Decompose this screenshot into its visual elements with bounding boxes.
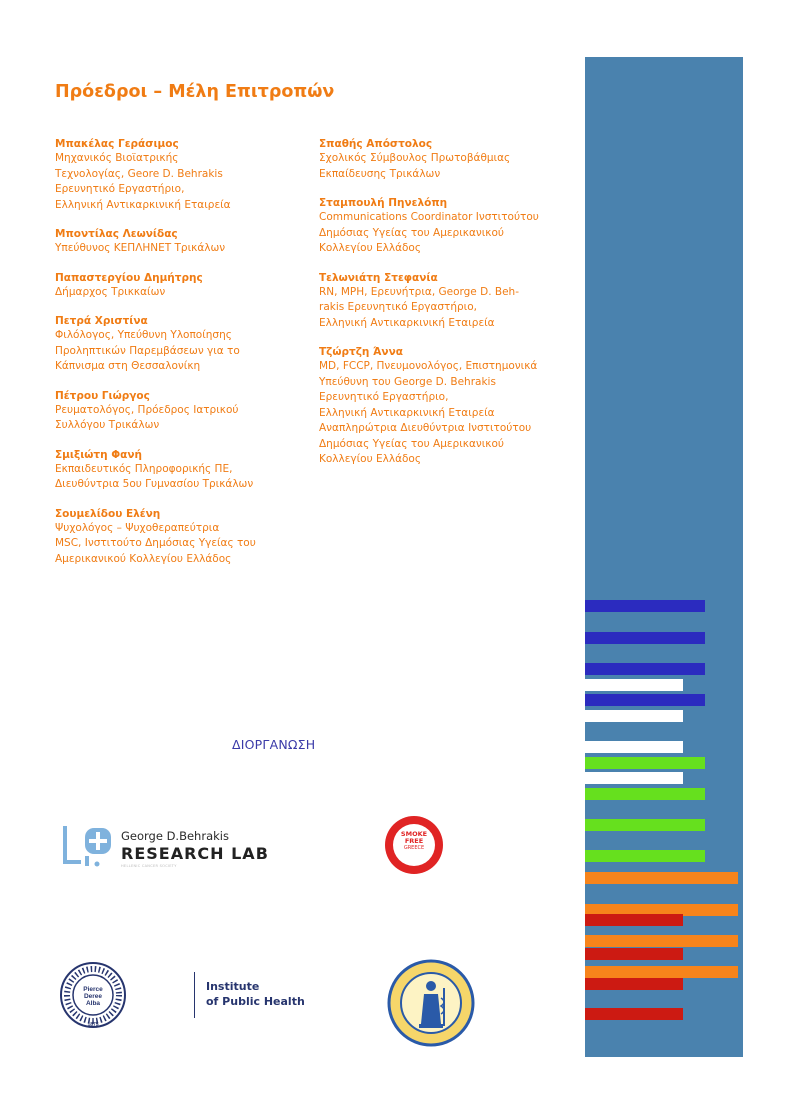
svg-text:Alba: Alba [85, 1000, 101, 1007]
stripe-green [585, 788, 705, 800]
stripe-white [585, 741, 683, 753]
stripe-green [585, 757, 705, 769]
stripe-orange [585, 966, 738, 978]
member-role: Τεχνολογίας, Geore D. Behrakis [55, 167, 223, 180]
member-role: Ρευματολόγος, Πρόεδρος Ιατρικού [55, 403, 239, 416]
member-entry [55, 314, 305, 375]
member-name: Τζώρτζη Άννα [319, 346, 403, 358]
svg-text:Pierce: Pierce [83, 986, 103, 993]
research-lab-name: George D.Behrakis [121, 829, 229, 843]
member-name: Τελωνιάτη Στεφανία [319, 271, 438, 284]
stripe-green [585, 850, 705, 862]
member-role: Κολλεγίου Ελλάδος [319, 453, 422, 465]
member-name: Πέτρου Γιώργος [55, 389, 150, 402]
member-role: Εκπαιδευτικός Πληροφορικής ΠΕ, [55, 462, 233, 475]
stripe-blue [585, 600, 705, 612]
member-entry [55, 227, 305, 257]
stripe-blue [585, 694, 705, 706]
stripe-red [585, 948, 683, 960]
member-role: Εκπαίδευσης Τρικάλων [319, 167, 441, 180]
member-role: Αμερικανικού Κολλεγίου Ελλάδος [55, 552, 232, 565]
stripe-red [585, 978, 683, 990]
member-name: Μποντίλας Λεωνίδας [55, 228, 178, 240]
member-role: rakis Ερευνητικό Εργαστήριο, [319, 301, 477, 313]
page-title: Πρόεδροι – Μέλη Επιτροπών [55, 82, 335, 102]
member-name: Πετρά Χριστίνα [55, 315, 148, 327]
member-role: Ελληνική Αντικαρκινική Εταιρεία [55, 198, 231, 211]
member-role: Προληπτικών Παρεμβάσεων για το [55, 344, 240, 357]
smoke-free-country: GREECE [403, 845, 425, 851]
smoke-free-word: FREE [404, 837, 424, 845]
member-role: Φιλόλογος, Υπεύθυνη Υλοποίησης [55, 329, 232, 341]
stripe-orange [585, 872, 738, 884]
research-lab-subtitle: HELLENIC CANCER SOCIETY [121, 864, 177, 868]
member-entry [319, 271, 569, 332]
institute-name: Institute [206, 980, 260, 993]
member-entry [55, 389, 305, 434]
stripe-red [585, 914, 683, 926]
logo-divider [194, 972, 195, 1018]
municipality-of-trikala-seal [386, 958, 476, 1048]
research-lab-logo [63, 822, 269, 872]
member-role: Συλλόγου Τρικάλων [55, 419, 160, 431]
svg-text:Deree: Deree [83, 993, 103, 1000]
member-role: Διευθύντρια 5ου Γυμνασίου Τρικάλων [55, 478, 254, 490]
member-role: Δημόσιας Υγείας του Αμερικανικού [319, 437, 504, 450]
svg-text:1875: 1875 [87, 1022, 99, 1028]
member-role: Ελληνική Αντικαρκινική Εταιρεία [319, 406, 495, 419]
member-role: Υπεύθυνη του George D. Behrakis [319, 375, 496, 388]
member-entry [55, 507, 305, 568]
member-role: Ερευνητικό Εργαστήριο, [55, 183, 185, 195]
member-name: Παπαστεργίου Δημήτρης [55, 271, 203, 284]
stripe-white [585, 679, 683, 691]
member-name: Σουμελίδου Ελένη [55, 507, 161, 520]
member-role: MSC, Ινστιτούτο Δημόσιας Υγείας του [55, 537, 256, 549]
member-entry [319, 196, 569, 257]
institute-subname: of Public Health [206, 995, 305, 1008]
organizer-heading: ΔΙΟΡΓΑΝΩΣΗ [232, 737, 316, 752]
stripe-blue [585, 632, 705, 644]
member-entry [319, 345, 569, 468]
smoke-free-greece-logo [385, 816, 443, 874]
member-role: Μηχανικός Βιοϊατρικής [55, 152, 179, 164]
member-role: Αναπληρώτρια Διευθύντρια Ινστιτούτου [319, 422, 532, 434]
members-left-column [55, 137, 305, 581]
member-name: Μπακέλας Γεράσιμος [55, 138, 179, 150]
stripe-blue [585, 663, 705, 675]
stripe-red [585, 1008, 683, 1020]
member-entry [319, 137, 569, 182]
research-lab-title: RESEARCH LAB [121, 844, 269, 863]
member-role: Ερευνητικό Εργαστήριο, [319, 391, 449, 403]
member-name: Σμιξιώτη Φανή [55, 448, 143, 461]
member-role: Κάπνισμα στη Θεσσαλονίκη [55, 360, 201, 372]
member-role: Ψυχολόγος – Ψυχοθεραπεύτρια [55, 521, 220, 534]
stripe-green [585, 819, 705, 831]
smoke-free-inner [393, 824, 435, 866]
research-lab-icon [63, 822, 115, 868]
member-role: Κολλεγίου Ελλάδος [319, 242, 422, 254]
american-college-seal-icon [58, 960, 128, 1030]
member-name: Σπαθής Απόστολος [319, 138, 433, 150]
member-role: Σχολικός Σύμβουλος Πρωτοβάθμιας [319, 152, 511, 164]
member-entry [55, 448, 305, 493]
member-entry [55, 137, 305, 213]
member-name: Σταμπουλή Πηνελόπη [319, 197, 448, 209]
member-role: RN, MPH, Ερευνήτρια, George D. Beh- [319, 285, 519, 298]
stripe-white [585, 710, 683, 722]
members-right-column [319, 137, 569, 482]
member-entry [55, 271, 305, 301]
member-role: Υπεύθυνος ΚΕΠΛΗΝΕΤ Τρικάλων [55, 242, 226, 254]
member-role: Ελληνική Αντικαρκινική Εταιρεία [319, 316, 495, 329]
acg-institute-logo [58, 960, 305, 1032]
member-role: Δημόσιας Υγείας του Αμερικανικού [319, 226, 504, 239]
member-role: MD, FCCP, Πνευμονολόγος, Επιστημονικά [319, 360, 538, 372]
stripe-orange [585, 935, 738, 947]
smoke-free-word: SMOKE [400, 830, 428, 838]
stripe-white [585, 772, 683, 784]
member-role: Communications Coordinator Ινστιτούτου [319, 211, 539, 223]
member-role: Δήμαρχος Τρικκαίων [55, 285, 166, 298]
